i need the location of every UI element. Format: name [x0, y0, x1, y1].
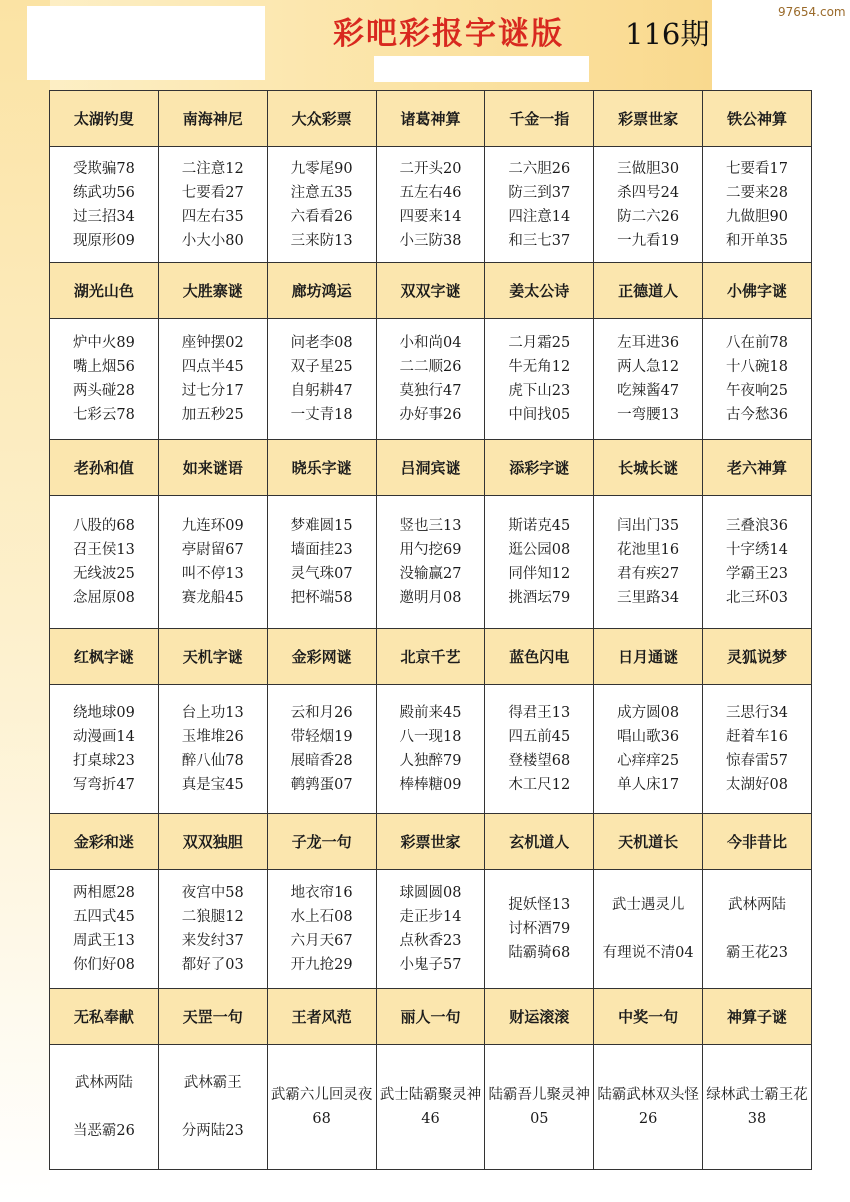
riddle-line: 挑酒坛79 [508, 590, 571, 606]
riddle-cell [703, 319, 812, 440]
riddle-cell [376, 685, 485, 814]
column-header: 长城长谜 [594, 440, 703, 496]
riddle-line: 当恶霸26 [72, 1123, 135, 1139]
riddle-cell [158, 319, 267, 440]
left-margin-background [0, 0, 50, 1202]
column-header: 玄机道人 [485, 814, 594, 870]
riddle-line: 赶着车16 [726, 729, 788, 745]
riddle-line: 花池里16 [617, 542, 680, 558]
column-header: 金彩网谜 [267, 629, 376, 685]
riddle-line: 学霸王23 [726, 566, 788, 582]
riddle-line: 玉堆堆26 [181, 729, 244, 745]
riddle-cell [376, 870, 485, 989]
riddle-line: 午夜响25 [726, 383, 788, 399]
riddle-cell [267, 685, 376, 814]
riddle-line: 绕地球09 [72, 705, 135, 721]
riddle-line: 自躬耕47 [290, 383, 353, 399]
riddle-line: 十八碗18 [726, 359, 788, 375]
riddle-line: 九做胆90 [726, 208, 788, 225]
column-header: 灵狐说梦 [703, 629, 812, 685]
riddle-cell [267, 147, 376, 263]
riddle-line: 都好了03 [181, 957, 244, 973]
riddle-line: 单人床17 [617, 777, 680, 793]
riddle-line: 武林两陆 [728, 897, 787, 913]
riddle-line: 办好事26 [399, 407, 462, 423]
riddle-table [49, 90, 812, 1170]
riddle-cell [703, 685, 812, 814]
riddle-line: 梦难圆15 [290, 518, 353, 534]
riddle-line: 二狼腿12 [181, 909, 244, 925]
content-row [50, 319, 812, 440]
column-header: 正德道人 [594, 263, 703, 319]
riddle-line: 墙面挂23 [290, 542, 353, 558]
column-header: 诸葛神算 [376, 91, 485, 147]
riddle-line: 周武王13 [72, 933, 135, 949]
column-header: 王者风范 [267, 989, 376, 1045]
column-header: 子龙一句 [267, 814, 376, 870]
column-header: 老孙和值 [50, 440, 159, 496]
header-row [50, 989, 812, 1045]
column-header: 小佛字谜 [703, 263, 812, 319]
column-header: 双双独胆 [158, 814, 267, 870]
riddle-line: 鹌鹑蛋07 [290, 777, 353, 793]
riddle-line: 你们好08 [72, 957, 135, 973]
riddle-line: 武林霸王 [183, 1075, 242, 1091]
riddle-line: 念屈原08 [72, 590, 135, 606]
riddle-line: 古今愁36 [726, 407, 788, 423]
column-header: 晓乐字谜 [267, 440, 376, 496]
riddle-line: 点秋香23 [399, 933, 462, 949]
column-header: 北京千艺 [376, 629, 485, 685]
riddle-line: 北三环03 [726, 590, 788, 606]
column-header: 添彩字谜 [485, 440, 594, 496]
content-row [50, 496, 812, 629]
riddle-line: 八股的68 [72, 518, 135, 534]
riddle-line: 莫独行47 [399, 383, 462, 399]
riddle-line: 逛公园08 [508, 542, 571, 558]
riddle-line: 一弯腰13 [617, 407, 680, 423]
riddle-line: 水上石08 [290, 909, 353, 925]
riddle-line: 虎下山23 [508, 383, 571, 399]
riddle-line: 竖也三13 [399, 518, 462, 534]
riddle-line: 四左右35 [181, 208, 244, 225]
riddle-cell [485, 1045, 594, 1170]
riddle-line: 真是宝45 [181, 777, 244, 793]
riddle-line: 现原形09 [72, 232, 135, 249]
riddle-line: 和开单35 [726, 232, 788, 249]
header-row [50, 440, 812, 496]
riddle-cell [376, 319, 485, 440]
riddle-cell [594, 685, 703, 814]
riddle-line: 小鬼子57 [399, 957, 462, 973]
riddle-line: 小和尚04 [399, 335, 462, 351]
riddle-line: 开九抢29 [290, 957, 353, 973]
riddle-line: 武霸六儿回灵夜68 [270, 1087, 373, 1127]
riddle-line: 成方圆08 [617, 705, 680, 721]
riddle-line: 二注意12 [181, 160, 244, 177]
riddle-line: 三做胆30 [617, 160, 680, 177]
riddle-cell [594, 496, 703, 629]
riddle-line: 两相愿28 [72, 885, 135, 901]
riddle-line: 杀四号24 [617, 184, 680, 201]
riddle-line: 太湖好08 [726, 777, 788, 793]
riddle-line: 练武功56 [72, 184, 135, 201]
riddle-cell [594, 147, 703, 263]
riddle-line: 注意五35 [290, 184, 353, 201]
riddle-line: 二开头20 [399, 160, 462, 177]
header-row [50, 629, 812, 685]
riddle-cell [376, 147, 485, 263]
riddle-line: 带轻烟19 [290, 729, 353, 745]
header-row [50, 263, 812, 319]
riddle-cell [267, 870, 376, 989]
riddle-line: 小大小80 [181, 232, 244, 249]
riddle-line [596, 917, 700, 941]
riddle-line: 二月霜25 [508, 335, 571, 351]
riddle-cell [376, 1045, 485, 1170]
riddle-cell [158, 870, 267, 989]
column-header: 铁公神算 [703, 91, 812, 147]
riddle-line: 殿前来45 [399, 705, 462, 721]
riddle-line: 两人急12 [617, 359, 680, 375]
riddle-line: 得君王13 [508, 705, 571, 721]
column-header: 日月通谜 [594, 629, 703, 685]
riddle-cell [594, 870, 703, 989]
riddle-line: 把杯端58 [290, 590, 353, 606]
riddle-line: 八在前78 [726, 335, 788, 351]
riddle-line: 地衣帘16 [290, 885, 353, 901]
riddle-line: 登楼望68 [508, 753, 571, 769]
riddle-line: 四点半45 [181, 359, 244, 375]
riddle-line: 防二六26 [617, 208, 680, 225]
riddle-line: 人独醉79 [399, 753, 462, 769]
riddle-line: 打桌球23 [72, 753, 135, 769]
column-header: 湖光山色 [50, 263, 159, 319]
riddle-cell [50, 319, 159, 440]
riddle-line: 唱山歌36 [617, 729, 680, 745]
riddle-line [52, 1095, 156, 1119]
column-header: 吕洞宾谜 [376, 440, 485, 496]
riddle-line: 二二顺26 [399, 359, 462, 375]
riddle-line: 球圆圆08 [399, 885, 462, 901]
riddle-line: 台上功13 [181, 705, 244, 721]
riddle-line: 叫不停13 [181, 566, 244, 582]
column-header: 如来谜语 [158, 440, 267, 496]
riddle-line: 七彩云78 [72, 407, 135, 423]
column-header: 天罡一句 [158, 989, 267, 1045]
riddle-line: 受欺骗78 [72, 160, 135, 177]
riddle-line: 棒棒糖09 [399, 777, 462, 793]
column-header: 太湖钓叟 [50, 91, 159, 147]
riddle-line: 武士遇灵儿 [611, 897, 685, 913]
riddle-line: 五左右46 [399, 184, 462, 201]
riddle-cell [485, 496, 594, 629]
riddle-line: 分两陆23 [181, 1123, 244, 1139]
column-header: 大众彩票 [267, 91, 376, 147]
riddle-line: 九连环09 [181, 518, 244, 534]
riddle-cell [594, 1045, 703, 1170]
riddle-line: 四要来14 [399, 208, 462, 225]
riddle-line: 九零尾90 [290, 160, 353, 177]
riddle-cell [158, 685, 267, 814]
content-row [50, 1045, 812, 1170]
riddle-line: 木工尺12 [508, 777, 571, 793]
riddle-line: 心痒痒25 [617, 753, 680, 769]
riddle-line: 动漫画14 [72, 729, 135, 745]
riddle-cell [485, 685, 594, 814]
riddle-cell [376, 496, 485, 629]
riddle-line: 霸王花23 [726, 945, 788, 961]
riddle-cell [267, 496, 376, 629]
column-header: 双双字谜 [376, 263, 485, 319]
riddle-line: 绿林武士霸王花38 [706, 1087, 808, 1127]
riddle-line: 有理说不清04 [602, 945, 694, 961]
riddle-line: 左耳进36 [617, 335, 680, 351]
riddle-cell [50, 1045, 159, 1170]
riddle-cell [485, 870, 594, 989]
riddle-line: 用勺挖69 [399, 542, 462, 558]
riddle-line: 斯诺克45 [508, 518, 571, 534]
riddle-line [161, 1095, 265, 1119]
riddle-line: 邀明月08 [399, 590, 462, 606]
riddle-line: 七要看27 [181, 184, 244, 201]
riddle-line: 来发纣37 [181, 933, 244, 949]
riddle-line: 三里路34 [617, 590, 680, 606]
column-header: 彩票世家 [376, 814, 485, 870]
riddle-line: 君有疾27 [617, 566, 680, 582]
riddle-line: 一丈青18 [290, 407, 353, 423]
riddle-cell [50, 870, 159, 989]
riddle-cell [267, 319, 376, 440]
riddle-line: 陆霸骑68 [508, 945, 571, 961]
riddle-line: 四五前45 [508, 729, 571, 745]
header-row [50, 91, 812, 147]
riddle-line: 惊春雷57 [726, 753, 788, 769]
column-header: 大胜寨谜 [158, 263, 267, 319]
column-header: 彩票世家 [594, 91, 703, 147]
riddle-line: 过三招34 [72, 208, 135, 225]
riddle-line [705, 917, 809, 941]
column-header: 神算子谜 [703, 989, 812, 1045]
column-header: 今非昔比 [703, 814, 812, 870]
issue-number: 116期 [625, 17, 710, 51]
riddle-line: 六看看26 [290, 208, 353, 225]
riddle-line: 三叠浪36 [726, 518, 788, 534]
riddle-line: 二要来28 [726, 184, 788, 201]
riddle-cell [158, 496, 267, 629]
column-header: 金彩和迷 [50, 814, 159, 870]
riddle-line: 云和月26 [290, 705, 353, 721]
blank-area [374, 56, 589, 82]
riddle-line: 召王侯13 [72, 542, 135, 558]
riddle-line: 炉中火89 [72, 335, 135, 351]
column-header: 红枫字谜 [50, 629, 159, 685]
page-title: 彩吧彩报字谜版 [333, 16, 564, 52]
column-header: 老六神算 [703, 440, 812, 496]
riddle-line: 五四式45 [72, 909, 135, 925]
riddle-line: 四注意14 [508, 208, 571, 225]
riddle-line: 七要看17 [726, 160, 788, 177]
column-header: 蓝色闪电 [485, 629, 594, 685]
content-row [50, 147, 812, 263]
riddle-line: 闫出门35 [617, 518, 680, 534]
riddle-line: 二六胆26 [508, 160, 571, 177]
riddle-line: 八一现18 [399, 729, 462, 745]
riddle-line: 醉八仙78 [181, 753, 244, 769]
blank-area [27, 6, 265, 80]
riddle-line: 和三七37 [508, 232, 571, 249]
riddle-cell [158, 147, 267, 263]
column-header: 廊坊鸿运 [267, 263, 376, 319]
riddle-cell [50, 147, 159, 263]
riddle-line: 吃辣酱47 [617, 383, 680, 399]
riddle-line: 一九看19 [617, 232, 680, 249]
column-header: 千金一指 [485, 91, 594, 147]
riddle-line: 无线波25 [72, 566, 135, 582]
riddle-cell [485, 147, 594, 263]
column-header: 天机字谜 [158, 629, 267, 685]
riddle-line: 小三防38 [399, 232, 462, 249]
content-row [50, 685, 812, 814]
riddle-cell [158, 1045, 267, 1170]
riddle-cell [703, 496, 812, 629]
riddle-line: 十字绣14 [726, 542, 788, 558]
riddle-line: 武士陆霸聚灵神46 [379, 1087, 482, 1127]
column-header: 姜太公诗 [485, 263, 594, 319]
riddle-cell [485, 319, 594, 440]
riddle-line: 夜宫中58 [181, 885, 244, 901]
riddle-cell [50, 685, 159, 814]
riddle-line: 座钟摆02 [181, 335, 244, 351]
riddle-cell [594, 319, 703, 440]
riddle-line: 加五秒25 [181, 407, 244, 423]
riddle-line: 中间找05 [508, 407, 571, 423]
riddle-line: 六月天67 [290, 933, 353, 949]
content-row [50, 870, 812, 989]
riddle-line: 牛无角12 [508, 359, 571, 375]
riddle-line: 写弯折47 [72, 777, 135, 793]
riddle-line: 过七分17 [181, 383, 244, 399]
riddle-line: 捉妖怪13 [508, 897, 571, 913]
column-header: 财运滚滚 [485, 989, 594, 1045]
column-header: 丽人一句 [376, 989, 485, 1045]
riddle-line: 展暗香28 [290, 753, 353, 769]
riddle-cell [50, 496, 159, 629]
column-header: 天机道长 [594, 814, 703, 870]
riddle-cell [703, 870, 812, 989]
riddle-line: 讨杯酒79 [508, 921, 571, 937]
watermark: 97654.com [775, 4, 849, 20]
riddle-line: 双子星25 [290, 359, 353, 375]
riddle-cell [703, 147, 812, 263]
riddle-line: 走正步14 [399, 909, 462, 925]
column-header: 中奖一句 [594, 989, 703, 1045]
riddle-line: 三来防13 [290, 232, 353, 249]
riddle-line: 同伴知12 [508, 566, 571, 582]
riddle-cell [703, 1045, 812, 1170]
riddle-line: 问老李08 [290, 335, 353, 351]
header-row [50, 814, 812, 870]
riddle-line: 陆霸武林双头怪26 [597, 1087, 699, 1127]
riddle-line: 武林两陆 [74, 1075, 133, 1091]
riddle-line: 两头碰28 [72, 383, 135, 399]
riddle-line: 灵气珠07 [290, 566, 353, 582]
column-header: 无私奉献 [50, 989, 159, 1045]
riddle-line: 防三到37 [508, 184, 571, 201]
riddle-line: 陆霸吾儿聚灵神05 [488, 1087, 591, 1127]
riddle-cell [267, 1045, 376, 1170]
riddle-line: 亭尉留67 [181, 542, 244, 558]
riddle-line: 嘴上烟56 [72, 359, 135, 375]
riddle-line: 三思行34 [726, 705, 788, 721]
riddle-line: 没输赢27 [399, 566, 462, 582]
riddle-line: 赛龙船45 [181, 590, 244, 606]
column-header: 南海神尼 [158, 91, 267, 147]
